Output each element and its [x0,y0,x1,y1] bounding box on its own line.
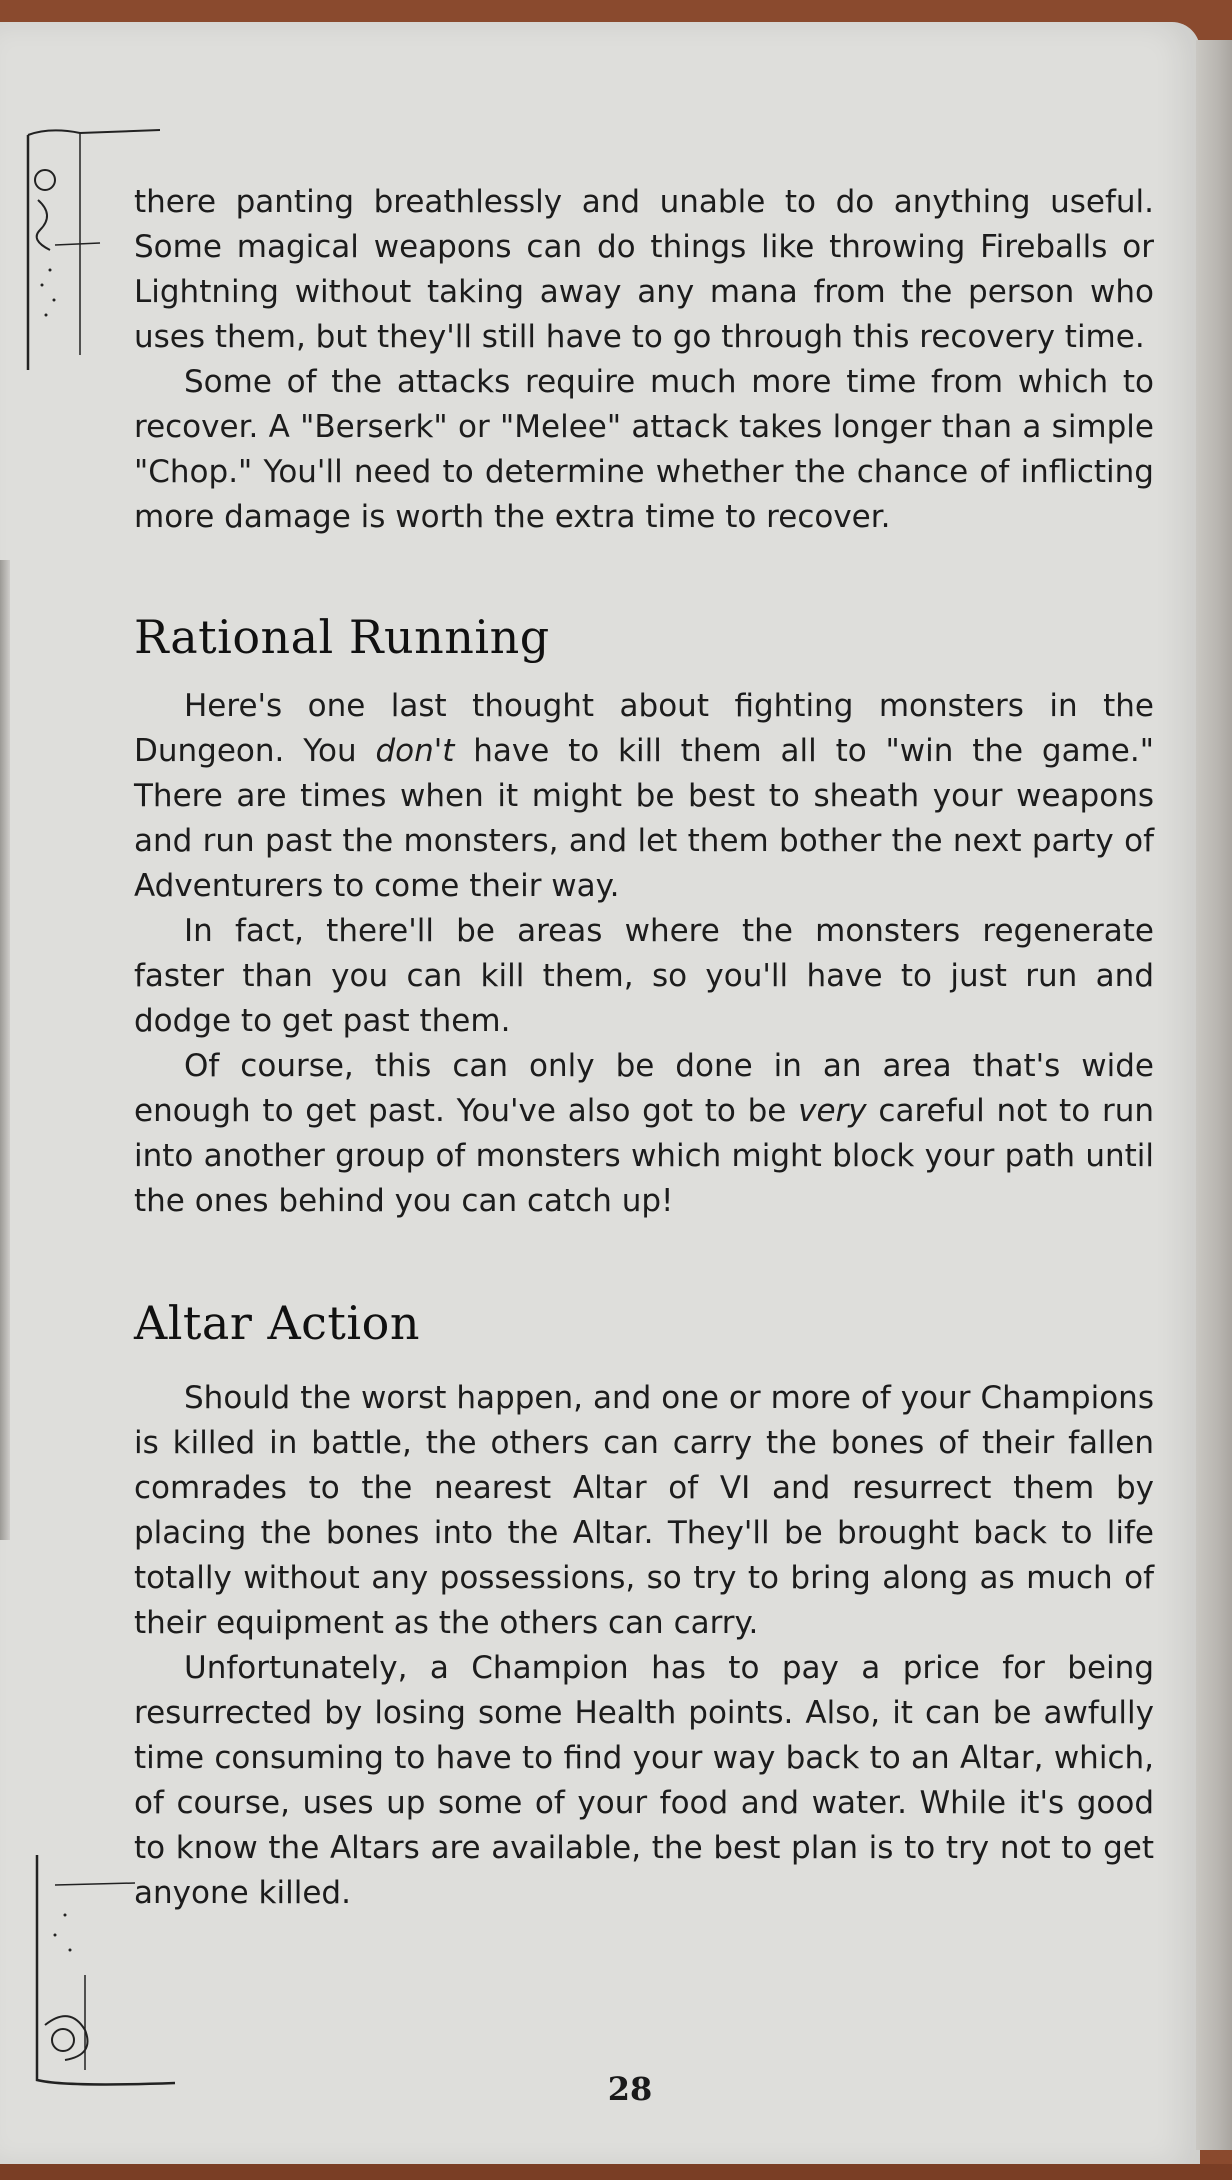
altar-paragraph-1: Should the worst happen, and one or more of your Champions is killed in battle, the others can carry the bones of their fallen comrades to the nearest Altar of VI and resurrect them by placing the bones into the Altar. They'll be brought back to life totally without any possessions, so try to bring along as much of their equipment as the others can carry. [134,1380,1154,1641]
section-heading-altar-action: Altar Action [134,1296,420,1350]
table-surface [0,2164,1232,2180]
rational-paragraph-2: In fact, there'll be areas where the monsters regenerate faster than you can kill them, so you'll have to just run and dodge to get past them. [134,913,1154,1039]
page-content [134,180,1154,1916]
intro-paragraph-1: there panting breathlessly and unable to do anything useful. Some magical weapons can do things like throwing Fireballs or Lightning without taking away any mana from the person who uses them, but they'll still have to go through this recovery time. [134,184,1154,355]
intro-paragraph-2: Some of the attacks require much more time from which to recover. A "Berserk" or "Melee" attack takes longer than a simple "Chop." You'll need to determine whether the chance of inflicting more damage is worth the extra time to recover. [134,364,1154,535]
rational-paragraph-1: Here's one last thought about fighting monsters in the Dungeon. You don't have to kill them all to "win the game." There are times when it might be best to sheath your weapons and run past the monsters, and let them bother the next party of Adventurers to come their way. [134,688,1154,904]
rational-paragraph-3: Of course, this can only be done in an area that's wide enough to get past. You've also got to be very careful not to run into another group of monsters which might block your path until the ones behind you can catch up! [134,1048,1154,1219]
section-heading-rational-running: Rational Running [134,610,550,664]
page-edge [1196,40,1232,2150]
page-number: 28 [607,2070,653,2108]
altar-paragraph-2: Unfortunately, a Champion has to pay a price for being resurrected by losing some Health points. Also, it can be awfully time consuming to have to find your way back to an Altar, which, of course, uses up some of your food and water. While it's good to know the Altars are available, the best plan is to try not to get anyone killed. [134,1650,1154,1911]
book-spine-shadow [0,560,10,1540]
